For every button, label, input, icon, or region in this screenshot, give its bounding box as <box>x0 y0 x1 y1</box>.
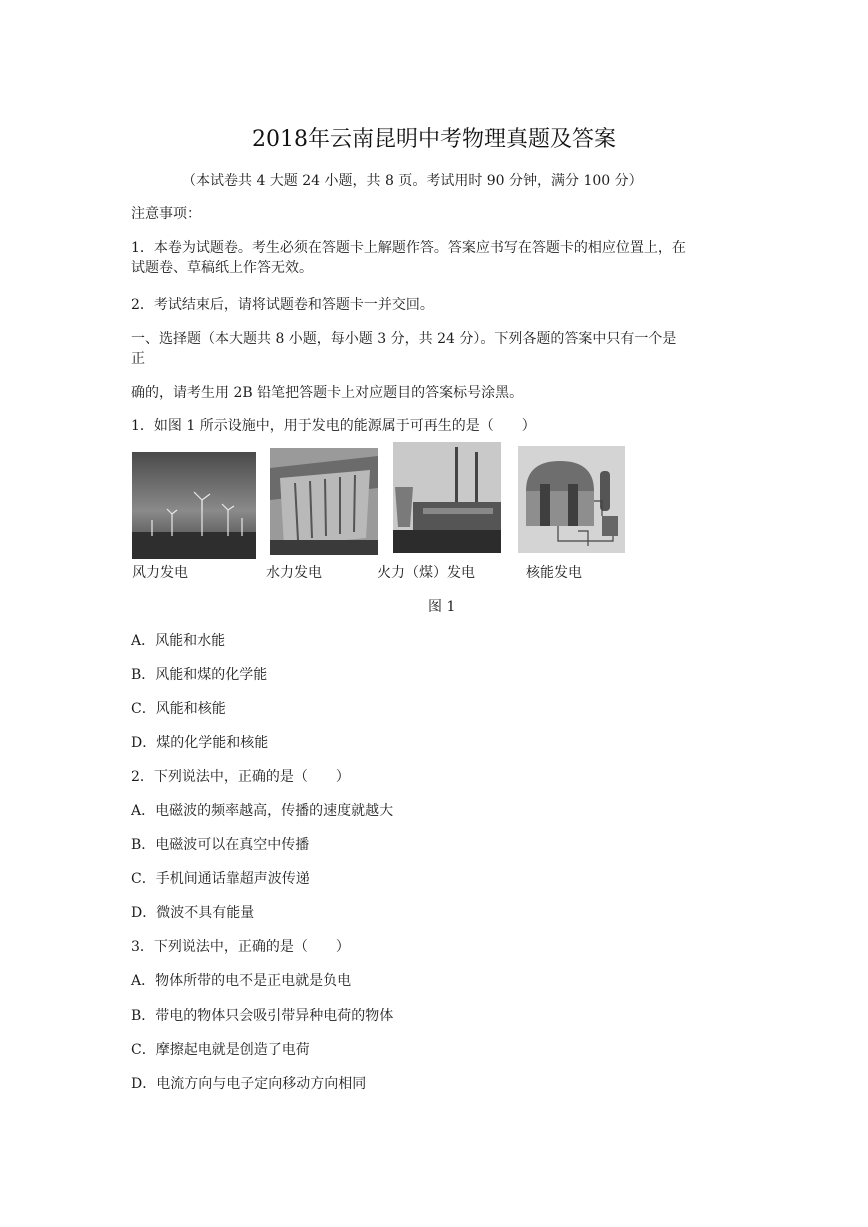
q2-option-a: A．电磁波的频率越高，传播的速度就越大 <box>131 803 394 819</box>
section-heading-line-1: 一、选择题（本大题共 8 小题，每小题 3 分，共 24 分）。下列各题的答案中只有一个是 <box>131 331 677 347</box>
caption-nuclear: 核能发电 <box>526 565 582 581</box>
page-title: 2018年云南昆明中考物理真题及答案 <box>252 127 616 152</box>
wind-power-photo <box>132 452 256 559</box>
section-heading-line-3: 确的，请考生用 2B 铅笔把答题卡上对应题目的答案标号涂黑。 <box>131 385 524 401</box>
q3-option-d: D．电流方向与电子定向移动方向相同 <box>131 1076 367 1092</box>
caption-thermal: 火力（煤）发电 <box>377 565 475 581</box>
q1-option-a: A．风能和水能 <box>131 633 226 649</box>
hydro-power-photo <box>270 448 378 555</box>
note-1-line-2: 试题卷、草稿纸上作答无效。 <box>131 260 313 276</box>
question-1-stem: 1．如图 1 所示设施中，用于发电的能源属于可再生的是（ ） <box>131 418 536 434</box>
q3-option-c: C．摩擦起电就是创造了电荷 <box>131 1042 310 1058</box>
section-heading-line-2: 正 <box>131 351 145 367</box>
question-2-stem: 2．下列说法中，正确的是（ ） <box>131 769 350 785</box>
question-3-stem: 3．下列说法中，正确的是（ ） <box>131 939 350 955</box>
thermal-power-photo <box>393 442 501 553</box>
note-2: 2．考试结束后，请将试题卷和答题卡一并交回。 <box>131 297 434 313</box>
note-1-line-1: 1．本卷为试题卷。考生必须在答题卡上解题作答。答案应书写在答题卡的相应位置上，在 <box>131 240 686 256</box>
q3-option-b: B．带电的物体只会吸引带异种电荷的物体 <box>131 1008 394 1024</box>
caption-wind: 风力发电 <box>132 565 188 581</box>
figure-label: 图 1 <box>428 599 456 615</box>
q2-option-b: B．电磁波可以在真空中传播 <box>131 837 310 853</box>
q1-option-d: D．煤的化学能和核能 <box>131 735 269 751</box>
exam-info: （本试卷共 4 大题 24 小题，共 8 页。考试用时 90 分钟，满分 100 分） <box>182 173 643 189</box>
q1-option-b: B．风能和煤的化学能 <box>131 667 268 683</box>
nuclear-power-diagram <box>518 446 625 553</box>
q2-option-c: C．手机间通话靠超声波传递 <box>131 871 310 887</box>
q2-option-d: D．微波不具有能量 <box>131 905 255 921</box>
caption-hydro: 水力发电 <box>266 565 322 581</box>
q1-option-c: C．风能和核能 <box>131 701 226 717</box>
notes-heading: 注意事项： <box>131 206 201 222</box>
q3-option-a: A．物体所带的电不是正电就是负电 <box>131 973 352 989</box>
